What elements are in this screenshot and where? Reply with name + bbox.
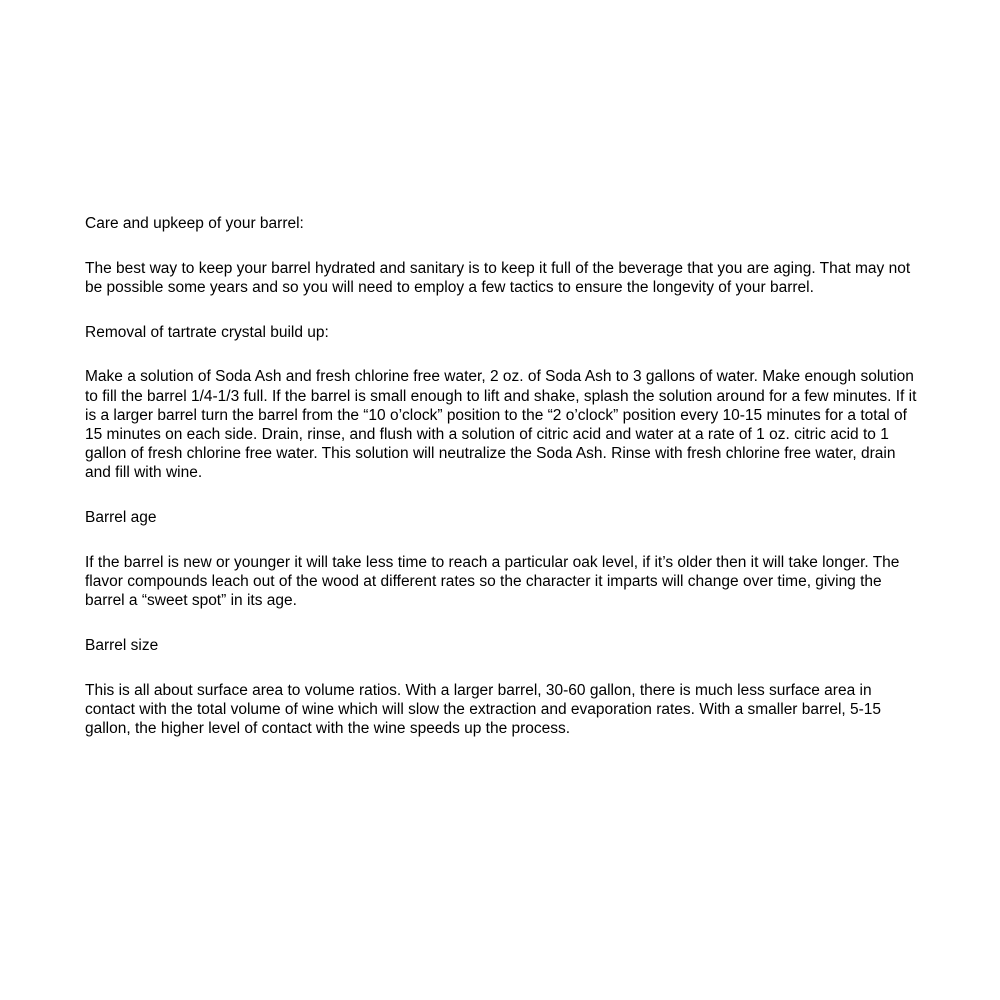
section-body-barrel-size: This is all about surface area to volume ratios. With a larger barrel, 30-60 gallon, there is much less surface area in contact with the total volume of wine which will slow the extraction and evaporation rates. With a smaller barrel, 5-15 gallon, the higher level of contact with the wine speeds up the process. — [85, 681, 882, 737]
section-body-tartrate: Make a solution of Soda Ash and fresh chlorine free water, 2 oz. of Soda Ash to 3 gallons of water. Make enough solution to fill the barrel 1/4-1/3 full. If the barrel is small enough to lift and shake, splash the solution around for a few minutes. If it is a larger barrel turn the barrel from the “10 o’clock” position to the “2 o’clock” position every 10-15 minutes for a total of 15 minutes on each side. Drain, rinse, and flush with a solution of citric acid and water at a rate of 1 oz. citric acid to 1 gallon of fresh chlorine free water. This solution will neutralize the Soda Ash. Rinse with fresh chlorine free water, drain and fill with wine. — [85, 368, 917, 482]
section-heading-tartrate: Removal of tartrate crystal build up: — [85, 323, 329, 341]
section-heading-care: Care and upkeep of your barrel: — [85, 215, 304, 232]
section-body-care: The best way to keep your barrel hydrated and sanitary is to keep it full of the beverage that you are aging. That may not be possible some years and so you will need to employ a few tactics to ensure the longevity of your barrel. — [85, 259, 911, 296]
section-heading-barrel-age: Barrel age — [85, 509, 157, 527]
section-body-barrel-age: If the barrel is new or younger it will take less time to reach a particular oak level, if it’s older then it will take longer. The flavor compounds leach out of the wood at different rates so the character it imparts will change over time, giving the barrel a “sweet spot” in its age. — [85, 553, 900, 610]
section-heading-barrel-size: Barrel size — [85, 636, 159, 654]
document-body — [85, 214, 917, 764]
